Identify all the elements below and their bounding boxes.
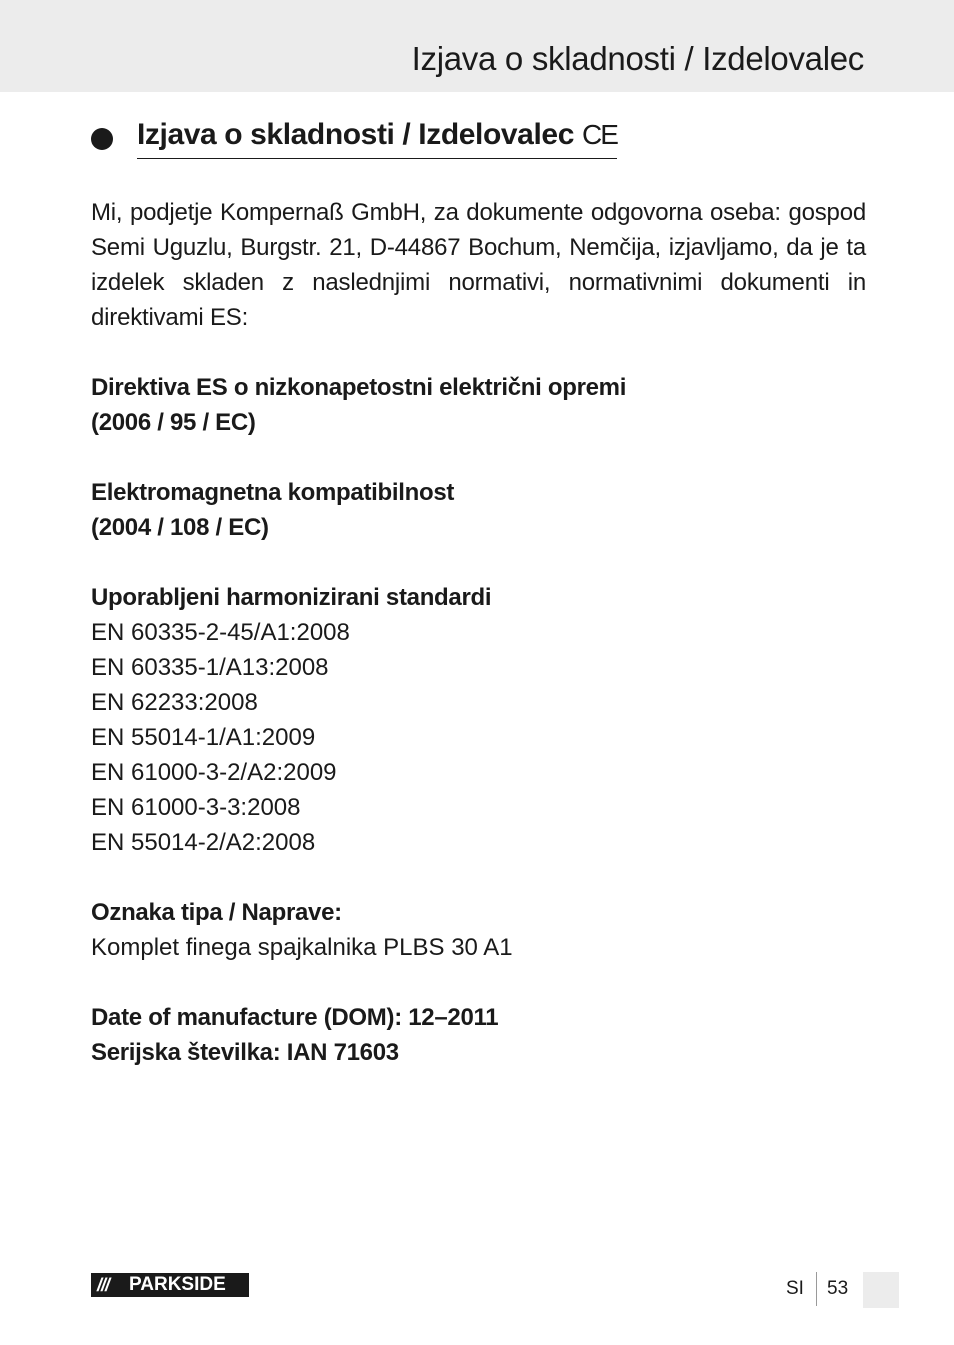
standard-item: EN 55014-2/A2:2008 — [91, 829, 316, 856]
logo-text: PARKSIDE — [129, 1274, 226, 1295]
standard-item: EN 62233:2008 — [91, 689, 258, 716]
ce-mark-icon: CE — [581, 119, 617, 150]
standard-item: EN 61000-3-2/A2:2009 — [91, 759, 337, 786]
footer-divider — [816, 1272, 817, 1306]
serial-number: Serijska številka: IAN 71603 — [91, 1039, 399, 1066]
low-voltage-directive-title: Direktiva ES o nizkonapetostni električni opremi — [91, 374, 627, 401]
page-edge-tab — [863, 1272, 899, 1308]
manufacture-info — [91, 1000, 866, 1070]
standards-title: Uporabljeni harmonizirani standardi — [91, 584, 492, 611]
parkside-logo — [91, 1273, 249, 1297]
date-of-manufacture: Date of manufacture (DOM): 12–2011 — [91, 1004, 499, 1031]
document-body — [91, 195, 866, 1070]
type-designation — [91, 895, 866, 965]
low-voltage-directive — [91, 370, 866, 440]
bullet-icon — [91, 128, 113, 150]
type-title: Oznaka tipa / Naprave: — [91, 899, 342, 926]
standard-item: EN 60335-2-45/A1:2008 — [91, 619, 350, 646]
section-heading-text: Izjava o skladnosti / Izdelovalec — [137, 118, 574, 151]
heading-underline — [137, 118, 617, 159]
language-code: SI — [786, 1278, 804, 1299]
page-header-title: Izjava o skladnosti / Izdelovalec — [411, 40, 864, 77]
intro-paragraph: Mi, podjetje Kompernaß GmbH, za dokumente odgovorna oseba: gospod Semi Uguzlu, Burgstr. 21, D-44867 Bochum, Nemčija, izjavljamo, da je ta izdelek skladen z naslednjimi normativi, normativnimi dokumenti in direktivami ES: — [91, 199, 866, 331]
emc-directive — [91, 475, 866, 545]
logo-slashes-icon: /// — [97, 1274, 110, 1295]
emc-directive-code: (2004 / 108 / EC) — [91, 514, 269, 541]
standard-item: EN 60335-1/A13:2008 — [91, 654, 329, 681]
standard-item: EN 61000-3-3:2008 — [91, 794, 301, 821]
standard-item: EN 55014-1/A1:2009 — [91, 724, 316, 751]
standards-list — [91, 580, 866, 860]
low-voltage-directive-code: (2006 / 95 / EC) — [91, 409, 256, 436]
page-number: 53 — [827, 1278, 849, 1299]
section-heading — [91, 118, 617, 159]
emc-directive-title: Elektromagnetna kompatibilnost — [91, 479, 455, 506]
type-value: Komplet finega spajkalnika PLBS 30 A1 — [91, 934, 513, 961]
